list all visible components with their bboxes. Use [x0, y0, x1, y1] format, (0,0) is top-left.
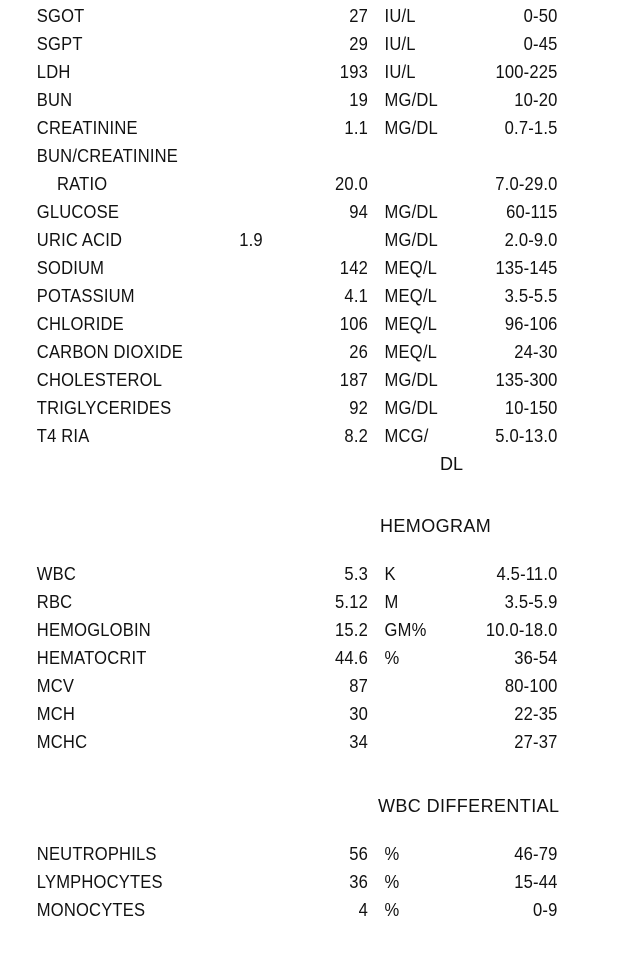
test-name: GLUCOSE	[36, 202, 120, 222]
test-name: URIC ACID	[36, 230, 123, 250]
test-value: 30	[349, 704, 368, 724]
table-row	[0, 366, 589, 394]
test-name: MCHC	[36, 732, 88, 752]
table-row	[0, 672, 589, 700]
reference-range: 3.5-5.5	[504, 286, 558, 306]
test-name: SGOT	[36, 6, 85, 26]
test-name: SODIUM	[36, 258, 105, 278]
reference-range: 60-115	[506, 202, 558, 222]
test-value: 8.2	[344, 426, 368, 446]
table-row	[0, 142, 589, 170]
reference-range: 27-37	[514, 732, 558, 752]
test-unit: GM%	[384, 620, 427, 640]
reference-range: 80-100	[504, 676, 558, 696]
reference-range: 4.5-11.0	[496, 564, 558, 584]
test-value: 87	[349, 676, 368, 696]
reference-range: 36-54	[514, 648, 558, 668]
test-unit: MG/DL	[384, 398, 438, 418]
test-name: LYMPHOCYTES	[36, 872, 163, 892]
reference-range: 3.5-5.9	[504, 592, 558, 612]
table-row	[0, 282, 589, 310]
test-name: CHLORIDE	[36, 314, 124, 334]
table-row	[0, 2, 589, 30]
test-unit: MEQ/L	[384, 342, 438, 362]
test-value: 34	[349, 732, 368, 752]
test-name: BUN/CREATININE	[36, 146, 179, 166]
test-unit: MEQ/L	[384, 314, 438, 334]
test-unit: K	[384, 564, 396, 584]
test-value: 92	[349, 398, 368, 418]
reference-range: 135-145	[495, 258, 558, 278]
test-value: 36	[349, 872, 368, 892]
hemogram-title: HEMOGRAM	[380, 516, 492, 536]
test-value: 15.2	[335, 620, 368, 640]
test-unit: %	[384, 844, 400, 864]
test-unit: M	[384, 592, 399, 612]
test-value: 20.0	[335, 174, 368, 194]
test-value: 106	[339, 314, 368, 334]
t4-unit-continuation: DL	[440, 454, 464, 474]
reference-range: 22-35	[514, 704, 558, 724]
differential-title: WBC DIFFERENTIAL	[378, 796, 560, 816]
test-name: HEMOGLOBIN	[36, 620, 151, 640]
test-name: BUN	[36, 90, 73, 110]
table-row	[0, 114, 589, 142]
test-value: 29	[349, 34, 368, 54]
reference-range: 7.0-29.0	[495, 174, 558, 194]
test-value: 1.1	[344, 118, 368, 138]
test-name: CARBON DIOXIDE	[36, 342, 183, 362]
test-name: TRIGLYCERIDES	[36, 398, 172, 418]
test-value: 56	[349, 844, 368, 864]
table-row	[0, 560, 589, 588]
test-name: T4 RIA	[36, 426, 90, 446]
reference-range: 0-50	[523, 6, 558, 26]
test-unit: IU/L	[384, 62, 416, 82]
test-unit: %	[384, 900, 400, 920]
test-name: NEUTROPHILS	[36, 844, 157, 864]
table-row	[0, 254, 589, 282]
table-row	[0, 644, 589, 672]
test-unit: %	[384, 648, 400, 668]
reference-range: 5.0-13.0	[495, 426, 558, 446]
test-name: HEMATOCRIT	[36, 648, 147, 668]
test-name: POTASSIUM	[36, 286, 135, 306]
test-name: SGPT	[36, 34, 83, 54]
test-name: LDH	[36, 62, 71, 82]
test-value: 19	[349, 90, 368, 110]
flagged-value: 1.9	[239, 230, 263, 250]
test-name: RATIO	[57, 174, 108, 194]
reference-range: 100-225	[495, 62, 558, 82]
table-row	[0, 394, 589, 422]
reference-range: 0-45	[523, 34, 558, 54]
reference-range: 135-300	[495, 370, 558, 390]
table-row	[0, 86, 589, 114]
test-name: MCH	[36, 704, 76, 724]
table-row	[0, 170, 589, 198]
test-value: 26	[349, 342, 368, 362]
reference-range: 10-20	[514, 90, 558, 110]
test-unit: IU/L	[384, 34, 416, 54]
test-unit: MG/DL	[384, 90, 438, 110]
table-row	[0, 840, 589, 868]
table-row	[0, 198, 589, 226]
table-row	[0, 616, 589, 644]
table-row	[0, 868, 589, 896]
test-value: 94	[349, 202, 368, 222]
table-row	[0, 338, 589, 366]
reference-range: 2.0-9.0	[504, 230, 558, 250]
test-unit: MG/DL	[384, 118, 438, 138]
reference-range: 10-150	[504, 398, 558, 418]
table-row	[0, 30, 589, 58]
reference-range: 46-79	[514, 844, 558, 864]
reference-range: 10.0-18.0	[485, 620, 558, 640]
test-value: 187	[339, 370, 368, 390]
table-row	[0, 896, 589, 924]
test-name: MCV	[36, 676, 75, 696]
test-value: 5.3	[344, 564, 368, 584]
test-value: 44.6	[335, 648, 368, 668]
table-row	[0, 422, 589, 450]
test-unit: MCG/	[384, 426, 429, 446]
test-unit: MG/DL	[384, 202, 438, 222]
test-value: 142	[339, 258, 368, 278]
table-row	[0, 58, 589, 86]
reference-range: 0.7-1.5	[504, 118, 558, 138]
test-value: 4.1	[344, 286, 368, 306]
reference-range: 15-44	[514, 872, 558, 892]
test-unit: MG/DL	[384, 370, 438, 390]
test-unit: %	[384, 872, 400, 892]
table-row	[0, 310, 589, 338]
test-name: CREATININE	[36, 118, 138, 138]
table-row	[0, 588, 589, 616]
table-row	[0, 728, 589, 756]
test-unit: MEQ/L	[384, 286, 438, 306]
test-unit: IU/L	[384, 6, 416, 26]
table-row	[0, 226, 589, 254]
reference-range: 0-9	[533, 900, 558, 920]
table-row	[0, 700, 589, 728]
test-name: CHOLESTEROL	[36, 370, 163, 390]
reference-range: 96-106	[504, 314, 558, 334]
test-value: 5.12	[335, 592, 368, 612]
test-value: 193	[339, 62, 368, 82]
test-unit: MG/DL	[384, 230, 438, 250]
test-value: 4	[358, 900, 368, 920]
reference-range: 24-30	[514, 342, 558, 362]
test-name: RBC	[36, 592, 73, 612]
test-name: MONOCYTES	[36, 900, 146, 920]
test-unit: MEQ/L	[384, 258, 438, 278]
test-value: 27	[349, 6, 368, 26]
test-name: WBC	[36, 564, 77, 584]
